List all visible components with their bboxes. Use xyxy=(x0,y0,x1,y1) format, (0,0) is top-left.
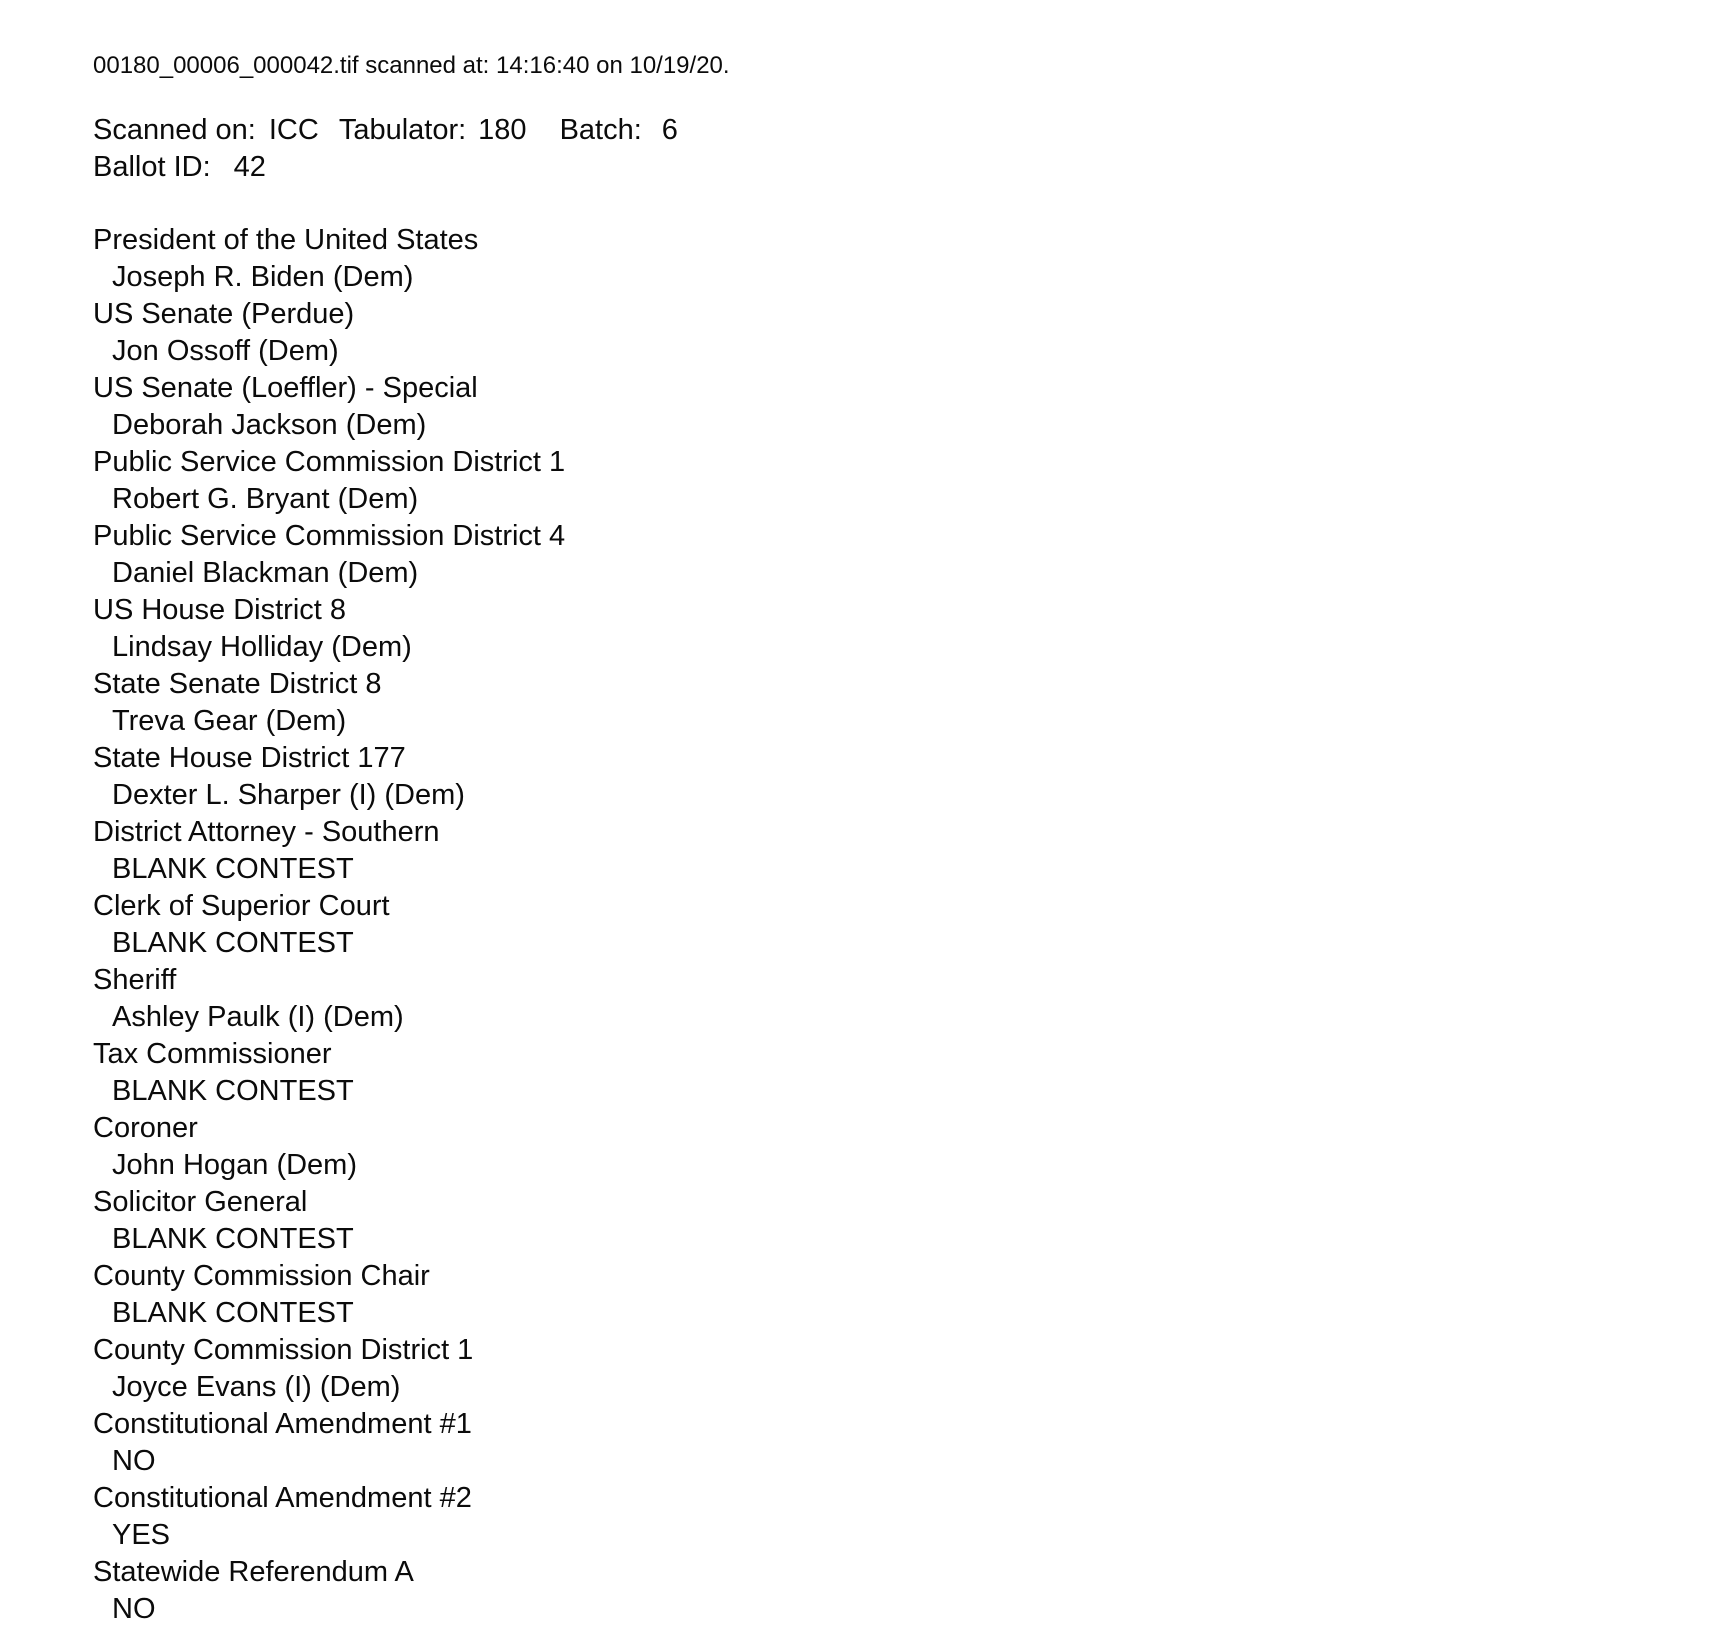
contest-selection: John Hogan (Dem) xyxy=(112,1149,357,1181)
contest-office: Statewide Referendum A xyxy=(93,1556,414,1588)
scan-info-line xyxy=(93,112,1675,149)
contest-selection: Deborah Jackson (Dem) xyxy=(112,409,427,441)
batch-label: Batch: xyxy=(559,114,642,146)
contest-office: State Senate District 8 xyxy=(93,668,382,700)
contest-selection: BLANK CONTEST xyxy=(112,1075,354,1107)
contest-entry xyxy=(93,222,1675,296)
contest-office: Solicitor General xyxy=(93,1186,308,1218)
contest-entry xyxy=(93,888,1675,962)
scanned-on-value: ICC xyxy=(268,114,319,146)
contest-selection: Joyce Evans (I) (Dem) xyxy=(112,1371,401,1403)
contest-entry xyxy=(93,1332,1675,1406)
contest-entry xyxy=(93,370,1675,444)
scanned-on-label: Scanned on: xyxy=(93,114,256,146)
contest-office: District Attorney - Southern xyxy=(93,816,440,848)
contest-selection: Daniel Blackman (Dem) xyxy=(112,557,419,589)
contest-office: Coroner xyxy=(93,1112,198,1144)
contest-entry xyxy=(93,1184,1675,1258)
contest-entry xyxy=(93,444,1675,518)
ballot-id-line xyxy=(93,149,1675,186)
contest-entry xyxy=(93,962,1675,1036)
contest-office: US Senate (Loeffler) - Special xyxy=(93,372,478,404)
contest-selection: NO xyxy=(112,1593,156,1625)
contest-office: US Senate (Perdue) xyxy=(93,298,355,330)
contest-selection: Robert G. Bryant (Dem) xyxy=(112,483,419,515)
contest-entry xyxy=(93,666,1675,740)
scan-filename-line: 00180_00006_000042.tif scanned at: 14:16:40 on 10/19/20. xyxy=(93,52,730,79)
contest-entry xyxy=(93,592,1675,666)
batch-value: 6 xyxy=(661,114,678,146)
ballot-id-value: 42 xyxy=(233,151,266,183)
ballot-id-label: Ballot ID: xyxy=(93,151,211,183)
contest-office: Constitutional Amendment #2 xyxy=(93,1482,472,1514)
contest-office: Constitutional Amendment #1 xyxy=(93,1408,472,1440)
contest-entry xyxy=(93,740,1675,814)
contest-entry xyxy=(93,1036,1675,1110)
contest-selection: BLANK CONTEST xyxy=(112,1297,354,1329)
contest-selection: Dexter L. Sharper (I) (Dem) xyxy=(112,779,465,811)
contest-selection: BLANK CONTEST xyxy=(112,927,354,959)
contest-selection: Joseph R. Biden (Dem) xyxy=(112,261,414,293)
contest-office: President of the United States xyxy=(93,224,479,256)
contest-office: Public Service Commission District 1 xyxy=(93,446,566,478)
contest-entry xyxy=(93,814,1675,888)
contest-office: Tax Commissioner xyxy=(93,1038,332,1070)
contest-entry xyxy=(93,1110,1675,1184)
contest-selection: NO xyxy=(112,1445,156,1477)
contest-selection: Treva Gear (Dem) xyxy=(112,705,347,737)
scan-info-block xyxy=(93,112,1675,186)
contest-office: State House District 177 xyxy=(93,742,406,774)
contest-office: Clerk of Superior Court xyxy=(93,890,390,922)
contest-entry xyxy=(93,518,1675,592)
contest-selection: Jon Ossoff (Dem) xyxy=(112,335,339,367)
contest-entry xyxy=(93,296,1675,370)
tabulator-label: Tabulator: xyxy=(338,114,467,146)
contest-office: County Commission District 1 xyxy=(93,1334,474,1366)
contest-list xyxy=(93,222,1675,1628)
contest-office: US House District 8 xyxy=(93,594,347,626)
contest-office: Sheriff xyxy=(93,964,177,996)
contest-selection: YES xyxy=(112,1519,171,1551)
contest-entry xyxy=(93,1480,1675,1554)
contest-entry xyxy=(93,1554,1675,1628)
contest-selection: Lindsay Holliday (Dem) xyxy=(112,631,412,663)
contest-office: County Commission Chair xyxy=(93,1260,430,1292)
contest-selection: BLANK CONTEST xyxy=(112,853,354,885)
contest-entry xyxy=(93,1406,1675,1480)
tabulator-value: 180 xyxy=(478,114,527,146)
contest-selection: BLANK CONTEST xyxy=(112,1223,354,1255)
contest-entry xyxy=(93,1258,1675,1332)
contest-selection: Ashley Paulk (I) (Dem) xyxy=(112,1001,404,1033)
contest-office: Public Service Commission District 4 xyxy=(93,520,566,552)
